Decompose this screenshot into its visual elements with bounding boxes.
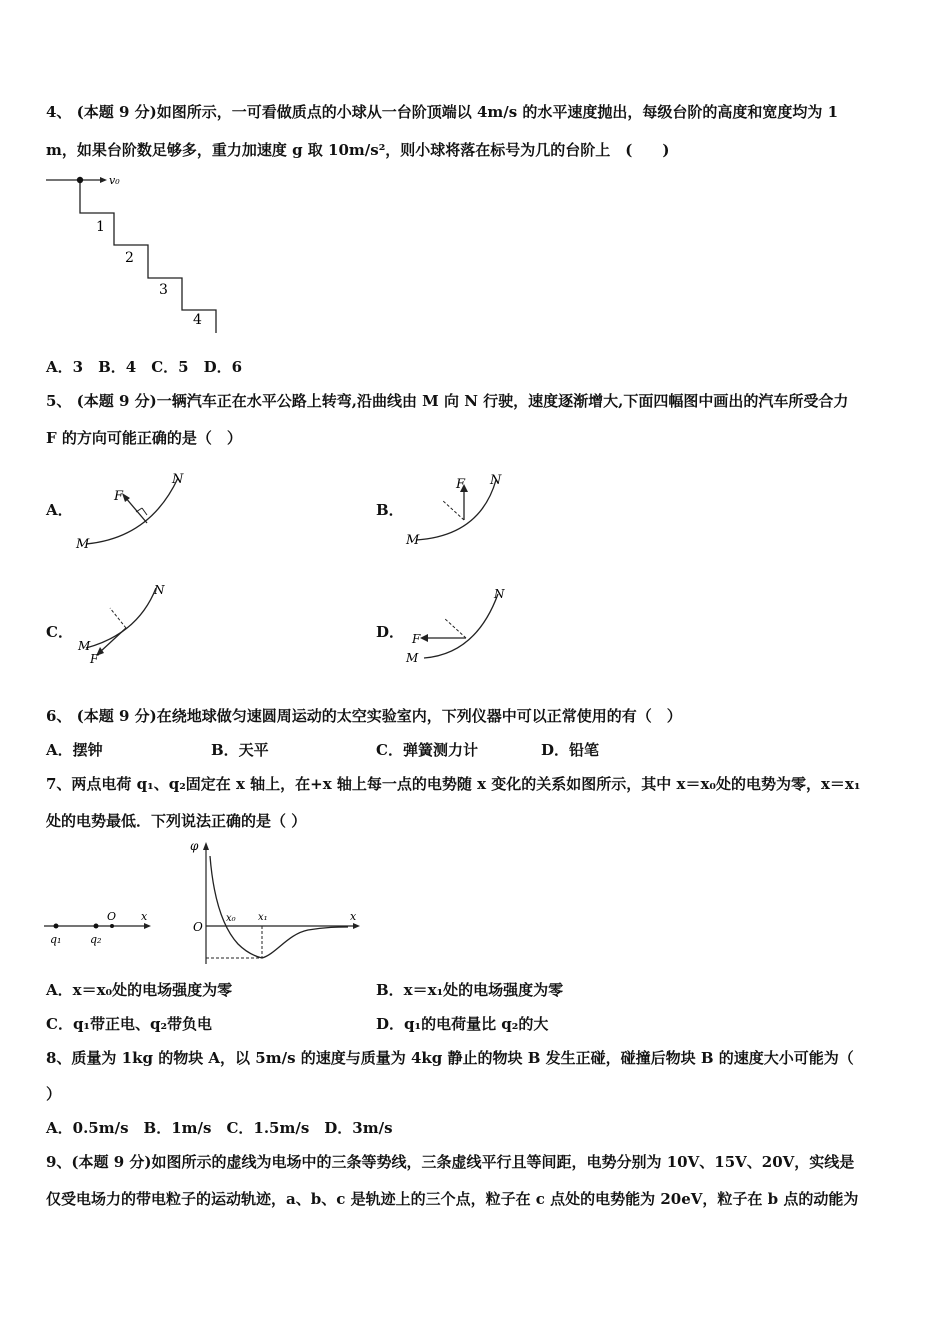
svg-text:F: F — [90, 652, 99, 666]
q5-figure-c — [72, 582, 182, 667]
q7-option-d: D．q₁的电荷量比 q₂的大 — [376, 1015, 549, 1033]
q5-figure-b — [402, 468, 522, 553]
q4-stem-line2: m，如果台阶数足够多，重力加速度 g 取 10m/s²，则小球将落在标号为几的台阶上 ( ) — [46, 141, 670, 159]
svg-text:N: N — [494, 587, 505, 601]
q8-stem-line2: ） — [46, 1085, 62, 1103]
svg-text:O: O — [193, 920, 203, 934]
q6-option-d: D．铅笔 — [541, 741, 600, 759]
svg-text:M: M — [406, 651, 419, 665]
q6-option-c: C．弹簧测力计 — [376, 741, 478, 759]
q7-stem-line2: 处的电势最低．下列说法正确的是（ ） — [46, 812, 307, 830]
svg-text:M: M — [406, 533, 420, 548]
svg-text:x: x — [141, 910, 148, 923]
q6-option-a: A．摆钟 — [46, 741, 103, 759]
svg-text:q₁: q₁ — [50, 933, 62, 946]
ball — [77, 177, 83, 183]
q5-option-d: D． — [376, 623, 405, 641]
q8-stem-line1: 8、质量为 1kg 的物块 A，以 5m/s 的速度与质量为 4kg 静止的物块 B 发生正碰，碰撞后物块 B 的速度大小可能为（ — [46, 1049, 854, 1067]
potential-graph — [188, 836, 368, 968]
svg-text:x₁: x₁ — [258, 912, 268, 923]
q9-stem-line2: 仅受电场力的带电粒子的运动轨迹，a、b、c 是轨迹上的三个点，粒子在 c 点处的电势能为 20eV，粒子在 b 点的动能为 — [46, 1190, 859, 1208]
step-label-2: 2 — [125, 250, 134, 266]
q6-option-b: B．天平 — [211, 741, 269, 759]
q7-stem-line1: 7、两点电荷 q₁、q₂固定在 x 轴上，在+x 轴上每一点的电势随 x 变化的关系如图所示，其中 x＝x₀处的电势为零，x＝x₁ — [46, 775, 861, 793]
svg-text:M: M — [76, 537, 90, 552]
q9-stem-line1: 9、(本题 9 分)如图所示的虚线为电场中的三条等势线，三条虚线平行且等间距，电势分别为 10V、15V、20V，实线是 — [46, 1153, 855, 1171]
q4-options: A．3 B．4 C．5 D．6 — [46, 358, 243, 376]
svg-text:x: x — [350, 910, 357, 923]
q5-option-b: B． — [376, 501, 404, 519]
svg-text:N: N — [172, 472, 184, 487]
q4-stem-line1: 4、 (本题 9 分)如图所示，一可看做质点的小球从一台阶顶端以 4m/s 的水平速度抛出，每级台阶的高度和宽度均为 1 — [46, 103, 839, 121]
svg-text:N: N — [490, 473, 502, 488]
q7-option-b: B．x＝x₁处的电场强度为零 — [376, 981, 564, 999]
svg-text:F: F — [456, 477, 466, 492]
q5-option-c: C． — [46, 623, 73, 641]
q5-option-a: A． — [46, 501, 73, 519]
svg-text:q₂: q₂ — [90, 933, 102, 946]
svg-text:F: F — [412, 632, 421, 646]
staircase-figure — [40, 168, 240, 338]
step-label-4: 4 — [193, 312, 202, 328]
svg-text:O: O — [107, 910, 117, 923]
q6-stem: 6、 (本题 9 分)在绕地球做匀速圆周运动的太空实验室内，下列仪器中可以正常使用的有（ ） — [46, 707, 682, 725]
q5-figure-a — [72, 468, 192, 553]
svg-text:x₀: x₀ — [226, 913, 236, 924]
svg-text:M: M — [78, 639, 91, 653]
svg-text:N: N — [154, 583, 165, 597]
q5-stem-line2: F 的方向可能正确的是（ ） — [46, 429, 242, 447]
svg-text:φ: φ — [190, 839, 199, 853]
q7-option-c: C．q₁带正电、q₂带负电 — [46, 1015, 213, 1033]
svg-text:F: F — [114, 489, 124, 504]
step-label-1: 1 — [96, 219, 105, 235]
q5-figure-d — [402, 582, 512, 667]
q5-stem-line1: 5、 (本题 9 分)一辆汽车正在水平公路上转弯,沿曲线由 M 向 N 行驶，速度逐渐增大,下面四幅图中画出的汽车所受合力 — [46, 392, 849, 410]
q7-option-a: A．x＝x₀处的电场强度为零 — [46, 981, 233, 999]
charges-axis-figure — [40, 908, 160, 948]
q8-options: A．0.5m/s B．1m/s C．1.5m/s D．3m/s — [46, 1119, 393, 1137]
step-label-3: 3 — [159, 282, 168, 298]
v0-label: v₀ — [109, 174, 120, 187]
